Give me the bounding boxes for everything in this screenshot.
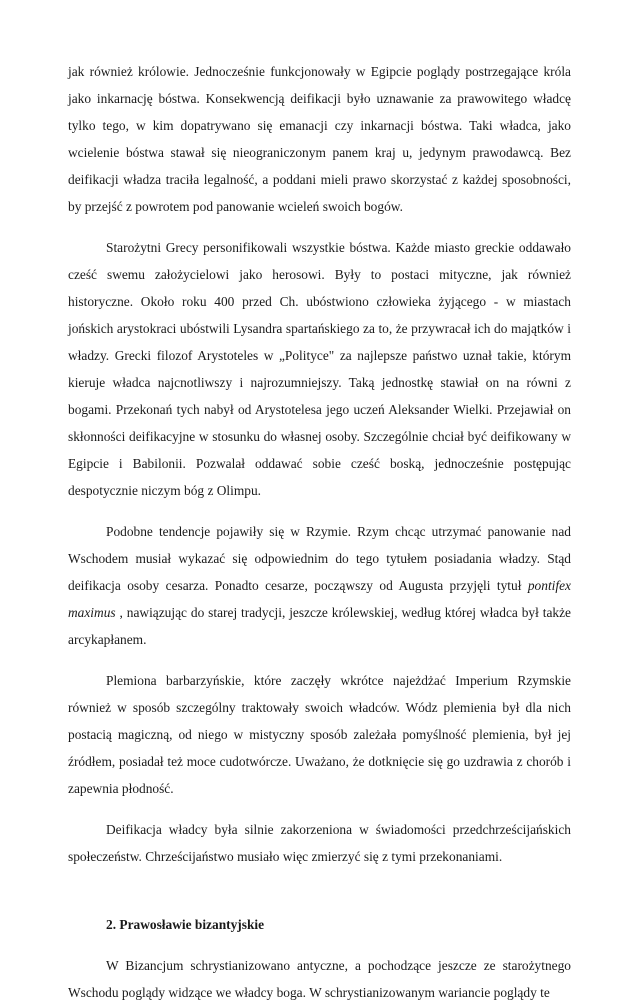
document-body: [68, 58, 571, 1006]
paragraph-byzantium: W Bizancjum schrystianizowano antyczne, a pochodzące jeszcze ze starożytnego Wschodu poglądy widzące we władcy boga. W schrystianizowanym wariancie poglądy te: [68, 958, 571, 1000]
paragraph-rome: [68, 518, 571, 653]
paragraph-rome-text-2: , nawiązując do starej tradycji, jeszcze królewskiej, według której władca był także arcykapłanem.: [68, 605, 571, 647]
paragraph-egypt: jak również królowie. Jednocześnie funkcjonowały w Egipcie poglądy postrzegające króla jako inkarnację bóstwa. Konsekwencją deifikacji było uznawanie za prawowitego władcę tylko tego, w kim dopatrywano się emanacji czy inkarnacji bóstwa. Taki władca, jako wcielenie bóstwa stawał się nieograniczonym panem kraj u, jedynym prawodawcą. Bez deifikacji władza traciła legalność, a poddani mieli prawo skorzystać z każdej sposobności, by przejść z powrotem pod panowanie wcieleń swoich bogów.: [68, 64, 571, 214]
paragraph-greece: Starożytni Grecy personifikowali wszystkie bóstwa. Każde miasto greckie oddawało cześć swemu założycielowi jako herosowi. Były to postaci mityczne, jak również historyczne. Około roku 400 przed Ch. ubóstwiono człowieka żyjącego - w miastach jońskich arystokraci ubóstwili Lysandra spartańskiego za to, że przywracał ich do majątków i władzy. Grecki filozof Arystoteles w „Polityce" za najlepsze państwo uznał takie, którym kieruje władca najcnotliwszy i najrozumniejszy. Taką jednostkę stawiał on na równi z bogami. Przekonań tych nabył od Arystotelesa jego uczeń Aleksander Wielki. Przejawiał on skłonności deifikacyjne w stosunku do własnej osoby. Szczególnie chciał być deifikowany w Egipcie i Babilonii. Pozwalał oddawać sobie cześć boską, jednocześnie postępując despotycznie niczym bóg z Olimpu.: [68, 240, 571, 498]
paragraph-deification-summary: Deifikacja władcy była silnie zakorzeniona w świadomości przedchrześcijańskich społeczeństw. Chrześcijaństwo musiało więc zmierzyć się z tymi przekonaniami.: [68, 822, 571, 864]
section-heading: 2. Prawosławie bizantyjskie: [106, 917, 265, 932]
paragraph-rome-text-1: Podobne tendencje pojawiły się w Rzymie. Rzym chcąc utrzymać panowanie nad Wschodem musiał wykazać się odpowiednim do tego tytułem posiadania władzy. Stąd deifikacja osoby cesarza. Ponadto cesarze, począwszy od Augusta przyjęli tytuł: [68, 524, 571, 593]
pontifex-maximus-term: pontifex maximus: [68, 578, 571, 620]
paragraph-barbarians: Plemiona barbarzyńskie, które zaczęły wkrótce najeżdżać Imperium Rzymskie również w sposób szczególny traktowały swoich władców. Wódz plemienia był dla nich postacią magiczną, od niego w mistyczny sposób zależała pomyślność plemienia, był jej źródłem, posiadał też moce cudotwórcze. Uważano, że dotknięcie się go uzdrawia z chorób i zapewnia płodność.: [68, 673, 571, 796]
